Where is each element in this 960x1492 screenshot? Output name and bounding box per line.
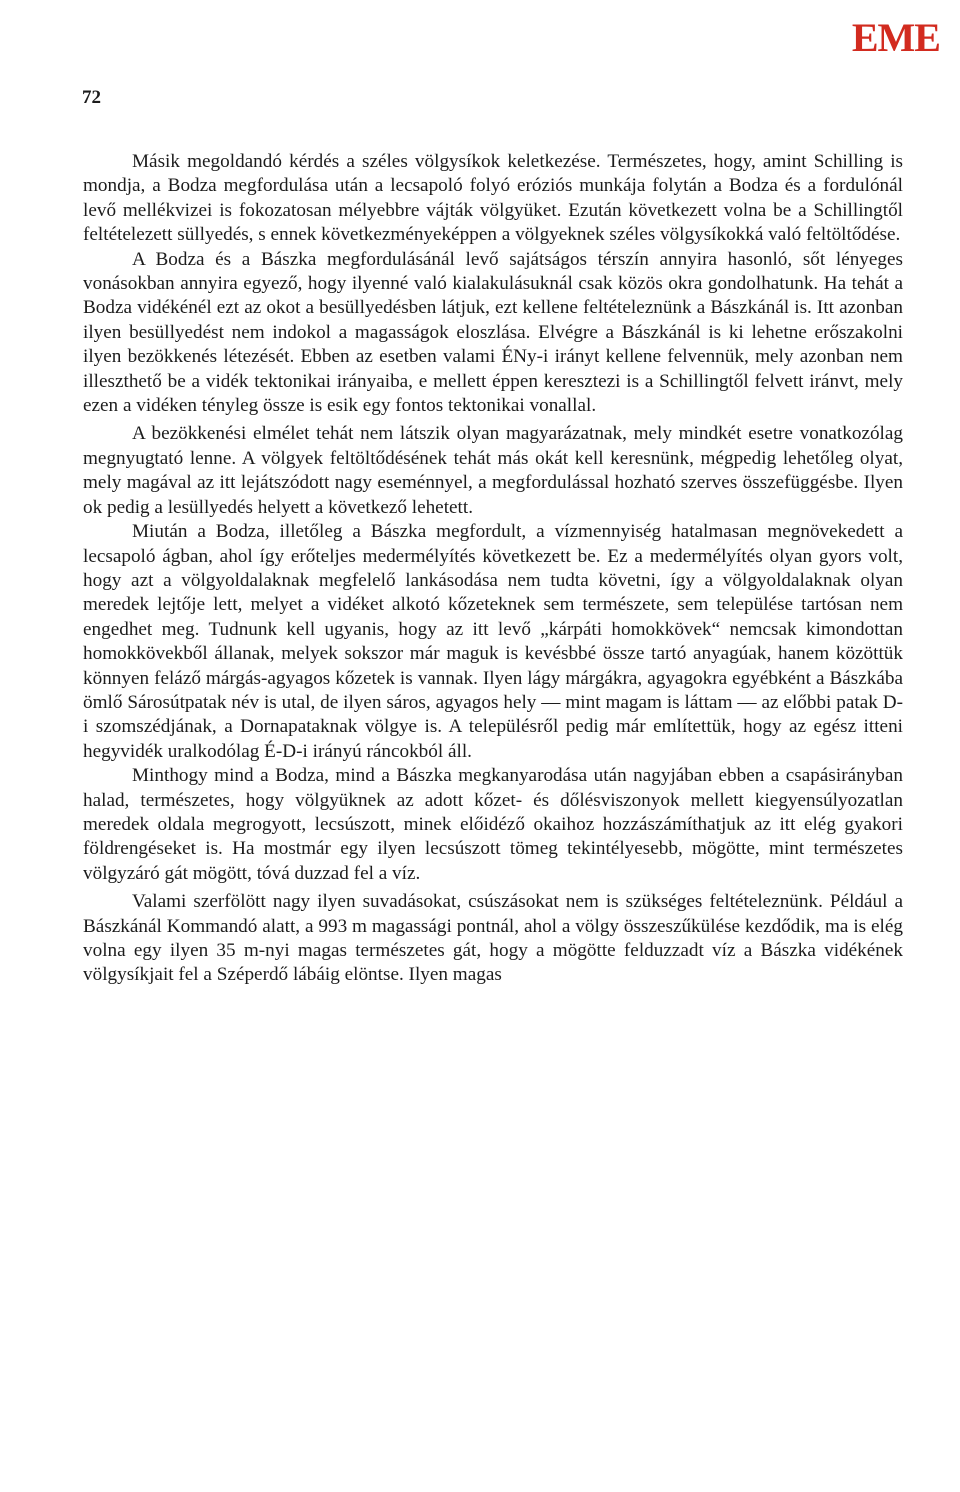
paragraph-6: Valami szerfölött nagy ilyen suvadásokat, csúszásokat nem is szükséges feltételeznünk. Például a Bászkánál Kommandó alatt, a 993 m magassági pontnál, ahol a völgy összeszűkülése kezdődik, ma is elég volna egy ilyen 35 m-nyi magas természetes gát, hogy a mögötte felduzzadt víz a Bászka vidékének völgysíkjait fel a Széperdő lábáig elöntse. Ilyen magas bbox=[83, 891, 903, 986]
body-text bbox=[83, 150, 903, 988]
paragraph-3: A bezökkenési elmélet tehát nem látszik olyan magyarázatnak, mely mindkét esetre vonatkozólag megnyugtató lenne. A völgyek feltöltődésének tehát más okát kell keresnünk, mégpedig lehetőleg olyat, mely magával az itt lejátszódott nagy eseménnyel, a megfordulással hozható szerves összefüggésbe. Ilyen ok pedig a lesüllyedés helyett a következő lehetett. bbox=[83, 423, 903, 518]
paragraph-1: Másik megoldandó kérdés a széles völgysíkok keletkezése. Természetes, hogy, amint Schilling is mondja, a Bodza megfordulása után a lecsapoló folyó eróziós munkája folytán a Bodza és a fordulónál levő mellékvizei is fokozatosan mélyebbre vájták völgyüket. Ezután következett volna be a Schillingtől feltételezett süllyedés, s ennek következményeképpen a völgyeknek széles völgysíkokká való feltöltődése. bbox=[83, 151, 903, 246]
page-number: 72 bbox=[82, 87, 101, 108]
paragraph-5: Minthogy mind a Bodza, mind a Bászka megkanyarodása után nagyjában ebben a csapásirányban halad, természetes, hogy völgyüknek az adott kőzet- és dőlésviszonyok mellett kiegyensúlyozatlan meredek oldala megrogyott, lecsúszott, minek előidéző okaihoz hozzászámíthatjuk az itt elég gyakori földrengéseket is. Ha mostmár egy ilyen lecsúszott tömeg tekintélyesebb, mögötte, mint természetes völgyzáró gát mögött, tóvá duzzad fel a víz. bbox=[83, 765, 903, 884]
eme-logo: EME bbox=[851, 15, 940, 60]
paragraph-4: Miután a Bodza, illetőleg a Bászka megfordult, a vízmennyiség hatalmasan megnövekedett a lecsapoló ágban, ahol így erőteljes medermélyítés következett be. Ez a medermélyítés olyan gyors volt, hogy azt a völgyoldalaknak megfelelő lankásodása nem tudta követni, így a völgyoldalaknak olyan meredek lejtője lett, melyet a vidéket alkotó kőzeteknek sem természete, sem települése tartósan nem engedhet meg. Tudnunk kell ugyanis, hogy az itt levő „kárpáti homokkövek“ nemcsak kimondottan homokkövekből állanak, melyek sokszor már maguk is kevésbbé össze tartó anyagúak, hanem közöttük könnyen feláző márgás-agyagos kőzetek is vannak. Ilyen lágy márgákra, agyagokra egyébként a Bászkába ömlő Sárosútpatak név is utal, de ilyen sáros, agyagos hely — mint magam is láttam — az előbbi patak D-i szomszédjának, a Dornapataknak völgye is. A településről pedig már említettük, hogy az egész itteni hegyvidék uralkodólag É-D-i irányú ráncokból áll. bbox=[83, 521, 903, 762]
paragraph-2: A Bodza és a Bászka megfordulásánál levő sajátságos térszín annyira hasonló, sőt lényeges vonásokban annyira egyező, hogy ilyenné való kialakulásuknál csak közös okra gondolhatunk. Ha tehát a Bodza vidékénél ezt az okot a besüllyedésben látjuk, ezt kellene feltételeznünk a Bászkánál is. Itt azonban ilyen besüllyedést nem indokol a magasságok eloszlása. Elvégre a Bászkánál is ki lehetne erőszakolni ilyen bezökkenés létezését. Ebben az esetben valami ÉNy-i irányt kellene felvennük, mely azonban nem illeszthető be a vidék tektonikai irányaiba, e mellett éppen keresztezi is a Schillingtől felvett iránvt, mely ezen a vidéken tényleg össze is esik egy fontos tektonikai vonallal. bbox=[83, 248, 903, 417]
